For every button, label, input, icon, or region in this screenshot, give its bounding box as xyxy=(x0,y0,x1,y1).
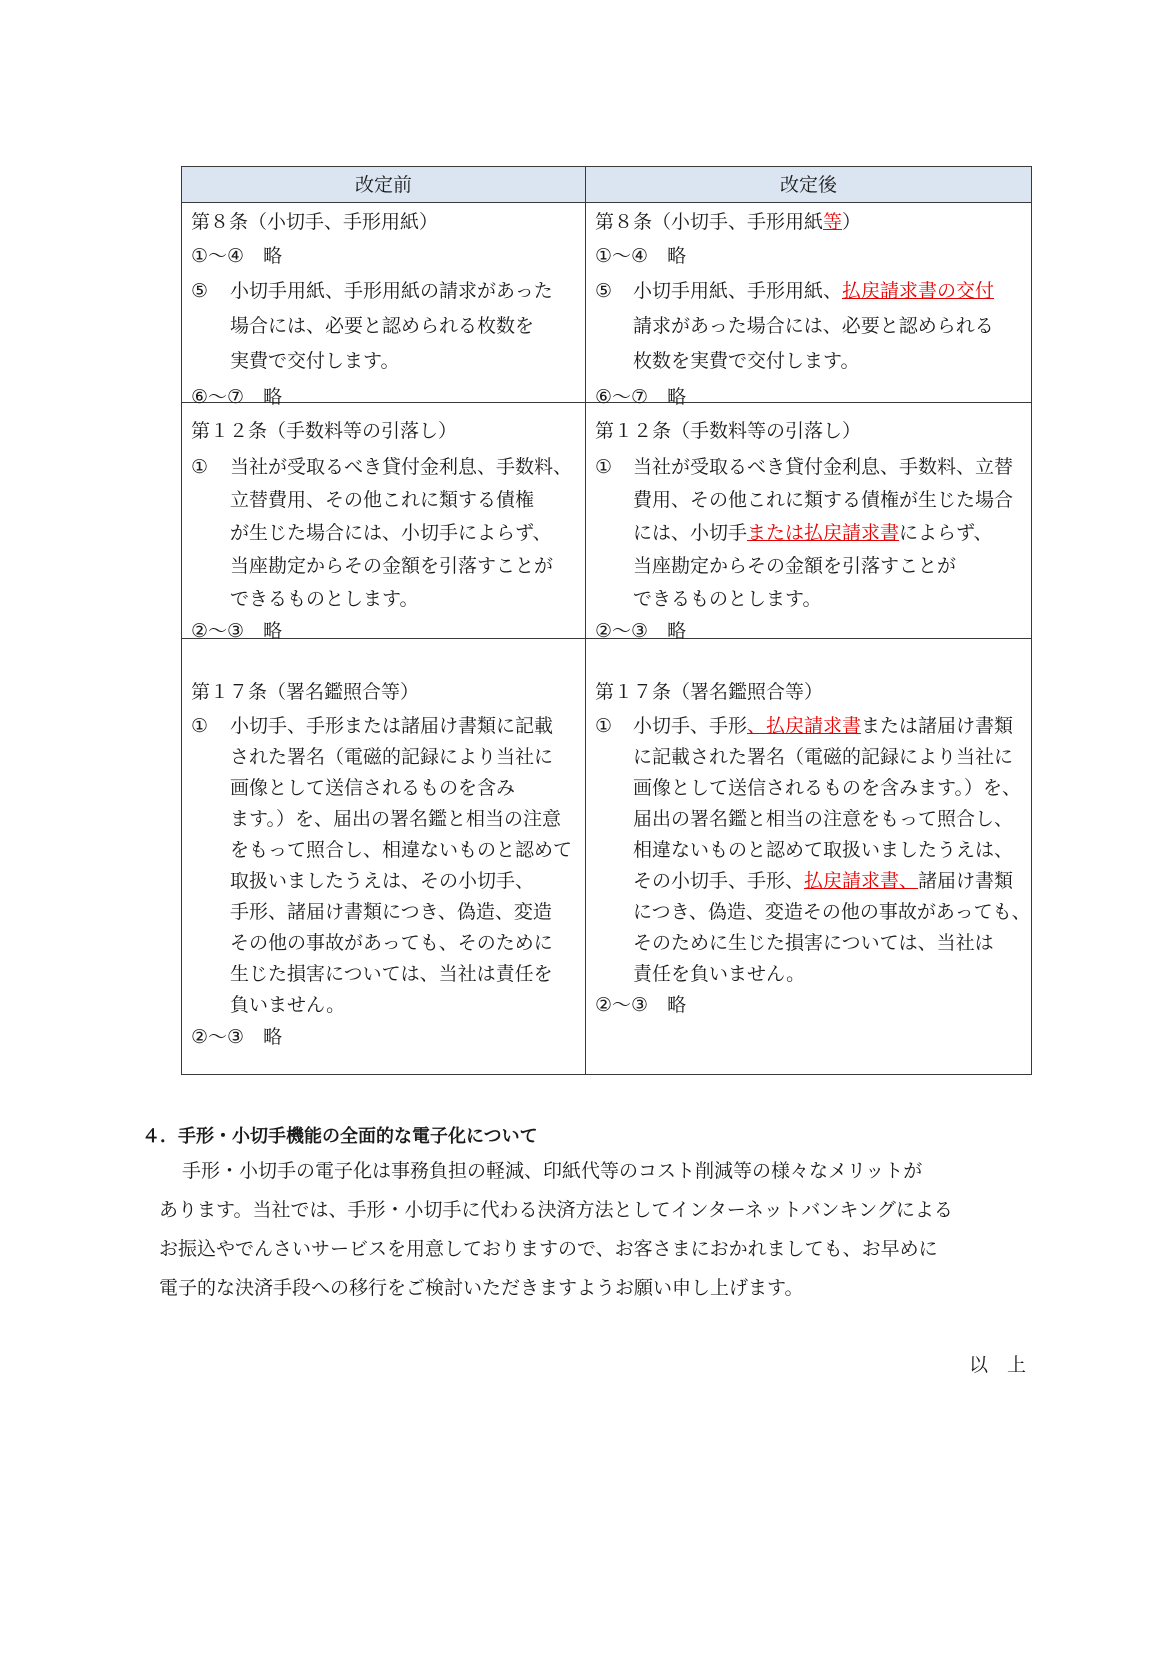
revision-text: 払戻請求書の交付 xyxy=(842,280,995,302)
article-17-before-line xyxy=(230,899,552,925)
article-17-before-line xyxy=(230,930,553,956)
article-17-after-line xyxy=(633,713,1013,739)
cell-text: 第１２条（手数料等の引落し） xyxy=(595,420,862,442)
cell-text: できるものとします。 xyxy=(633,588,822,610)
article-8-after-line xyxy=(633,313,994,339)
cell-text: に記載された署名（電磁的記録により当社に xyxy=(633,746,1014,768)
cell-text: ①～④ 略 xyxy=(595,245,687,267)
cell-text: 生じた損害については、当社は責任を xyxy=(230,963,553,985)
article-12-before-line xyxy=(191,418,457,444)
article-17-before-line xyxy=(230,992,345,1018)
article-12-after-line xyxy=(633,454,1013,480)
article-17-after-line xyxy=(633,899,1031,925)
article-8-before-line xyxy=(230,278,553,304)
cell-text: された署名（電磁的記録により当社に xyxy=(230,746,554,768)
article-8-after-line xyxy=(595,243,686,269)
revision-text: 、払戻請求書 xyxy=(747,715,862,737)
article-8-before-line xyxy=(191,384,282,410)
cell-text: 第８条（小切手、手形用紙） xyxy=(191,211,439,233)
cell-text: 責任を負いません。 xyxy=(633,963,806,985)
cell-text: ます。）を、届出の署名鑑と相当の注意 xyxy=(230,808,561,830)
article-17-after-line xyxy=(633,806,1013,832)
cell-text: ②～③ 略 xyxy=(191,1026,283,1048)
cell-text: 第８条（小切手、手形用紙 xyxy=(595,211,824,233)
cell-text: 第１７条（署名鑑照合等） xyxy=(191,681,420,703)
cell-text: 場合には、必要と認められる枚数を xyxy=(230,315,535,337)
paragraph-line: 電子的な決済手段への移行をご検討いただきますようお願い申し上げます。 xyxy=(159,1277,804,1299)
cell-text: 請求があった場合には、必要と認められる xyxy=(633,315,994,337)
closing-mark: 以 上 xyxy=(969,1354,1027,1376)
article-17-before-line xyxy=(230,868,534,894)
article-12-before-line xyxy=(230,553,553,579)
header-before-cell xyxy=(182,167,585,203)
cell-text: ） xyxy=(842,211,862,233)
article-17-before-line xyxy=(230,837,572,863)
cell-text: 負いません。 xyxy=(230,994,346,1016)
cell-text: 立替費用、その他これに類する債権 xyxy=(230,489,535,511)
cell-text: できるものとします。 xyxy=(230,588,419,610)
article-17-before-line xyxy=(191,713,208,739)
paragraph-line: お振込やでんさいサービスを用意しておりますので、お客さまにおかれましても、お早めに xyxy=(159,1238,938,1260)
article-12-after-line xyxy=(633,586,821,612)
cell-text: その他の事故があっても、そのために xyxy=(230,932,553,954)
cell-text: ②～③ 略 xyxy=(191,620,283,642)
cell-text: 枚数を実費で交付します。 xyxy=(633,350,860,372)
cell-text: 諸届け書類 xyxy=(918,870,1014,892)
cell-text: 画像として送信されるものを含みます。）を、 xyxy=(633,777,1021,799)
cell-text: ① xyxy=(595,456,613,478)
header-before-label: 改定前 xyxy=(354,174,412,196)
article-12-before-line xyxy=(230,487,534,513)
article-8-after-line xyxy=(595,209,861,235)
cell-text: ⑤ xyxy=(191,280,209,302)
article-17-before-line xyxy=(230,775,515,801)
article-12-before-line xyxy=(230,520,551,546)
article-12-after-line xyxy=(633,553,956,579)
article-17-before-line xyxy=(230,744,553,770)
article-17-after-line xyxy=(633,744,1013,770)
article-17-before-line xyxy=(191,1024,282,1050)
cell-text: 小切手、手形 xyxy=(633,715,748,737)
header-after-label: 改定後 xyxy=(779,174,837,196)
revision-text: 払戻請求書、 xyxy=(804,870,919,892)
cell-text: 当社が受取るべき貸付金利息、手数料、立替 xyxy=(633,456,1014,478)
cell-text: 画像として送信されるものを含み xyxy=(230,777,516,799)
paragraph-line: 手形・小切手の電子化は事務負担の軽減、印紙代等のコスト削減等の様々なメリットが xyxy=(182,1160,923,1182)
revision-text: または払戻請求書 xyxy=(747,522,900,544)
article-8-after-line xyxy=(595,384,686,410)
article-12-after-line xyxy=(633,520,993,546)
column-divider xyxy=(585,167,586,1074)
article-12-before-line xyxy=(191,454,208,480)
cell-text: または諸届け書類 xyxy=(861,715,1014,737)
article-17-after-line xyxy=(633,775,1021,801)
cell-text: 実費で交付します。 xyxy=(230,350,400,372)
article-8-before-line xyxy=(191,243,282,269)
cell-text: その小切手、手形、 xyxy=(633,870,805,892)
cell-text: ①～④ 略 xyxy=(191,245,283,267)
article-17-after-line xyxy=(595,713,612,739)
article-12-before-line xyxy=(191,618,282,644)
cell-text: ②～③ 略 xyxy=(595,620,687,642)
cell-text: 小切手用紙、手形用紙の請求があった xyxy=(230,280,553,302)
article-17-after-line xyxy=(633,930,994,956)
article-17-before-line xyxy=(191,679,419,705)
cell-text: ① xyxy=(191,456,209,478)
cell-text: 届出の署名鑑と相当の注意をもって照合し、 xyxy=(633,808,1014,830)
article-17-after-line xyxy=(595,679,823,705)
article-17-after-line xyxy=(633,837,1013,863)
article-8-before-line xyxy=(230,348,399,374)
cell-text: には、小切手 xyxy=(633,522,748,544)
cell-text: 小切手用紙、手形用紙、 xyxy=(633,280,843,302)
article-12-after-line xyxy=(595,454,612,480)
header-after-cell xyxy=(586,167,1031,203)
cell-text: ⑥～⑦ 略 xyxy=(595,386,687,408)
cell-text: 相違ないものと認めて取扱いましたうえは、 xyxy=(633,839,1014,861)
article-8-after-line xyxy=(633,278,994,304)
article-17-before-line xyxy=(230,961,553,987)
article-12-before-line xyxy=(230,586,418,612)
revision-text: 等 xyxy=(823,211,843,233)
cell-text: が生じた場合には、小切手によらず、 xyxy=(230,522,552,544)
article-8-before-line xyxy=(191,278,208,304)
cell-text: をもって照合し、相違ないものと認めて xyxy=(230,839,573,861)
paragraph-line: あります。当社では、手形・小切手に代わる決済方法としてインターネットバンキングによる xyxy=(159,1199,953,1221)
cell-text: そのために生じた損害については、当社は xyxy=(633,932,994,954)
cell-text: ⑤ xyxy=(595,280,613,302)
article-12-after-line xyxy=(595,618,686,644)
cell-text: 取扱いましたうえは、その小切手、 xyxy=(230,870,535,892)
article-17-before-line xyxy=(230,713,553,739)
article-12-after-line xyxy=(595,418,861,444)
cell-text: 手形、諸届け書類につき、偽造、変造 xyxy=(230,901,552,923)
article-17-after-line xyxy=(633,868,1013,894)
cell-text: 第１２条（手数料等の引落し） xyxy=(191,420,458,442)
cell-text: 第１７条（署名鑑照合等） xyxy=(595,681,824,703)
cell-text: ②～③ 略 xyxy=(595,994,687,1016)
article-12-after-line xyxy=(633,487,1013,513)
cell-text: ① xyxy=(595,715,613,737)
cell-text: ⑥～⑦ 略 xyxy=(191,386,283,408)
article-8-before-line xyxy=(191,209,438,235)
cell-text: 費用、その他これに類する債権が生じた場合 xyxy=(633,489,1014,511)
cell-text: 小切手、手形または諸届け書類に記載 xyxy=(230,715,554,737)
article-17-before-line xyxy=(230,806,561,832)
article-8-after-line xyxy=(595,278,612,304)
cell-text: 当座勘定からその金額を引落すことが xyxy=(230,555,554,577)
section-title: ４．手形・小切手機能の全面的な電子化について xyxy=(142,1126,538,1147)
cell-text: につき、偽造、変造その他の事故があっても、 xyxy=(633,901,1031,923)
article-17-after-line xyxy=(595,992,686,1018)
article-8-after-line xyxy=(633,348,859,374)
article-17-after-line xyxy=(633,961,805,987)
cell-text: 当社が受取るべき貸付金利息、手数料、 xyxy=(230,456,573,478)
cell-text: によらず、 xyxy=(899,522,993,544)
cell-text: 当座勘定からその金額を引落すことが xyxy=(633,555,957,577)
article-8-before-line xyxy=(230,313,534,339)
cell-text: ① xyxy=(191,715,209,737)
article-12-before-line xyxy=(230,454,572,480)
